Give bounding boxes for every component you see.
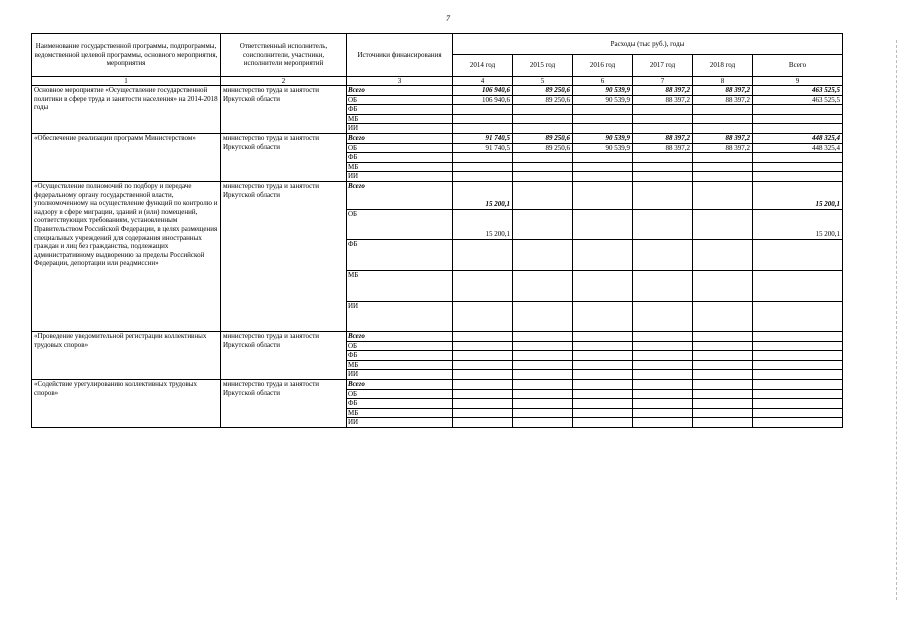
measure-executor: министерство труда и занятости Иркутской области xyxy=(221,86,347,134)
amount-cell xyxy=(633,341,693,351)
funding-source: ОБ xyxy=(347,95,453,105)
amount-cell: 89 250,6 xyxy=(513,95,573,105)
amount-cell: 106 940,6 xyxy=(453,95,513,105)
amount-cell xyxy=(693,379,753,389)
header-year: 2015 год xyxy=(513,55,573,77)
amount-cell: 91 740,5 xyxy=(453,143,513,153)
amount-cell xyxy=(693,389,753,399)
amount-cell xyxy=(633,389,693,399)
header-row-top xyxy=(32,34,843,55)
column-number: 6 xyxy=(573,77,633,86)
amount-cell xyxy=(453,124,513,134)
amount-cell xyxy=(633,181,693,209)
amount-cell xyxy=(513,239,573,270)
amount-cell xyxy=(573,408,633,418)
measure-executor: министерство труда и занятости Иркутской области xyxy=(221,133,347,181)
amount-cell xyxy=(633,351,693,361)
amount-cell xyxy=(573,153,633,163)
amount-cell xyxy=(633,418,693,428)
amount-cell xyxy=(573,379,633,389)
amount-cell xyxy=(753,408,843,418)
funding-source: Всего xyxy=(347,331,453,341)
amount-cell: 89 250,6 xyxy=(513,86,573,96)
funding-source: ФБ xyxy=(347,105,453,115)
amount-cell xyxy=(513,351,573,361)
amount-cell xyxy=(573,172,633,182)
amount-cell: 15 200,1 xyxy=(453,209,513,239)
page-edge xyxy=(895,40,897,600)
amount-cell xyxy=(633,270,693,301)
amount-cell xyxy=(513,270,573,301)
amount-cell xyxy=(573,181,633,209)
column-number: 4 xyxy=(453,77,513,86)
amount-cell xyxy=(513,408,573,418)
amount-cell xyxy=(453,172,513,182)
amount-cell xyxy=(633,360,693,370)
amount-cell xyxy=(513,331,573,341)
measure-name: «Осуществление полномочий по подбору и передаче федеральному органу государственной власти, уполномоченному на осуществление функций по контролю и надзору в сфере миграции, зданий и (или) помещений, соответствующих требованиям, установленным Правительством Российской Федерации, в целях размещения специальных учреждений для содержания иностранных граждан и лиц без гражданства, подлежащих административному выдворению за пределы Российской Федерации, депортации или реадмиссии» xyxy=(32,181,221,331)
amount-cell xyxy=(573,162,633,172)
amount-cell xyxy=(633,124,693,134)
amount-cell: 88 397,2 xyxy=(633,95,693,105)
column-number: 7 xyxy=(633,77,693,86)
amount-cell xyxy=(513,172,573,182)
amount-cell xyxy=(753,172,843,182)
amount-cell xyxy=(693,351,753,361)
amount-cell: 90 539,9 xyxy=(573,133,633,143)
header-executor: Ответственный исполнитель, соисполнители, участники, исполнители мероприятий xyxy=(221,34,347,77)
amount-cell xyxy=(633,162,693,172)
amount-cell xyxy=(513,360,573,370)
column-number: 3 xyxy=(347,77,453,86)
funding-source: ОБ xyxy=(347,341,453,351)
amount-cell xyxy=(693,408,753,418)
amount-cell xyxy=(633,408,693,418)
amount-cell xyxy=(693,331,753,341)
header-year: 2017 год xyxy=(633,55,693,77)
amount-cell xyxy=(453,379,513,389)
amount-cell xyxy=(573,209,633,239)
amount-cell xyxy=(753,270,843,301)
table-row xyxy=(32,86,843,96)
amount-cell xyxy=(573,370,633,380)
amount-cell: 15 200,1 xyxy=(753,181,843,209)
amount-cell: 88 397,2 xyxy=(693,95,753,105)
amount-cell xyxy=(693,153,753,163)
funding-source: ФБ xyxy=(347,239,453,270)
amount-cell: 90 539,9 xyxy=(573,86,633,96)
header-year: 2016 год xyxy=(573,55,633,77)
amount-cell xyxy=(573,351,633,361)
amount-cell xyxy=(513,209,573,239)
amount-cell xyxy=(573,105,633,115)
amount-cell: 88 397,2 xyxy=(633,86,693,96)
amount-cell: 91 740,5 xyxy=(453,133,513,143)
amount-cell xyxy=(453,153,513,163)
amount-cell: 448 325,4 xyxy=(753,143,843,153)
funding-source: Всего xyxy=(347,86,453,96)
amount-cell xyxy=(573,301,633,331)
funding-source: МБ xyxy=(347,360,453,370)
funding-source: МБ xyxy=(347,408,453,418)
amount-cell xyxy=(513,341,573,351)
column-number: 1 xyxy=(32,77,221,86)
page-number: 7 xyxy=(446,14,450,23)
amount-cell xyxy=(693,172,753,182)
funding-source: МБ xyxy=(347,162,453,172)
amount-cell xyxy=(693,209,753,239)
table-row xyxy=(32,181,843,209)
amount-cell xyxy=(753,389,843,399)
amount-cell xyxy=(633,379,693,389)
funding-source: ИИ xyxy=(347,370,453,380)
amount-cell: 106 940,6 xyxy=(453,86,513,96)
amount-cell xyxy=(633,209,693,239)
funding-source: ФБ xyxy=(347,153,453,163)
amount-cell xyxy=(753,114,843,124)
amount-cell xyxy=(453,341,513,351)
amount-cell xyxy=(693,399,753,409)
amount-cell: 88 397,2 xyxy=(693,133,753,143)
amount-cell xyxy=(453,408,513,418)
amount-cell xyxy=(633,301,693,331)
amount-cell: 448 325,4 xyxy=(753,133,843,143)
expenses-table xyxy=(31,33,843,428)
column-number: 9 xyxy=(753,77,843,86)
amount-cell xyxy=(753,418,843,428)
amount-cell xyxy=(453,399,513,409)
amount-cell xyxy=(693,239,753,270)
amount-cell: 90 539,9 xyxy=(573,143,633,153)
amount-cell xyxy=(453,370,513,380)
amount-cell xyxy=(693,114,753,124)
amount-cell xyxy=(573,360,633,370)
amount-cell xyxy=(573,399,633,409)
amount-cell xyxy=(753,124,843,134)
column-number: 2 xyxy=(221,77,347,86)
funding-source: Всего xyxy=(347,181,453,209)
funding-source: ОБ xyxy=(347,209,453,239)
funding-source: ИИ xyxy=(347,301,453,331)
table-row xyxy=(32,379,843,389)
amount-cell: 88 397,2 xyxy=(633,133,693,143)
amount-cell xyxy=(453,114,513,124)
amount-cell xyxy=(513,418,573,428)
amount-cell xyxy=(693,105,753,115)
amount-cell: 15 200,1 xyxy=(753,209,843,239)
amount-cell: 88 397,2 xyxy=(693,86,753,96)
funding-source: Всего xyxy=(347,133,453,143)
amount-cell xyxy=(453,162,513,172)
amount-cell xyxy=(513,114,573,124)
amount-cell: 88 397,2 xyxy=(693,143,753,153)
funding-source: МБ xyxy=(347,114,453,124)
amount-cell xyxy=(753,341,843,351)
funding-source: МБ xyxy=(347,270,453,301)
amount-cell xyxy=(573,418,633,428)
amount-cell xyxy=(633,114,693,124)
amount-cell xyxy=(753,370,843,380)
header-year: 2014 год xyxy=(453,55,513,77)
measure-name: «Проведение уведомительной регистрации коллективных трудовых споров» xyxy=(32,331,221,379)
funding-source: Всего xyxy=(347,379,453,389)
amount-cell xyxy=(753,399,843,409)
amount-cell xyxy=(753,331,843,341)
amount-cell xyxy=(513,301,573,331)
amount-cell: 89 250,6 xyxy=(513,143,573,153)
funding-source: ОБ xyxy=(347,389,453,399)
amount-cell xyxy=(633,399,693,409)
amount-cell xyxy=(693,301,753,331)
amount-cell xyxy=(573,331,633,341)
amount-cell xyxy=(753,105,843,115)
measure-executor: министерство труда и занятости Иркутской области xyxy=(221,181,347,331)
header-name: Наименование государственной программы, подпрограммы, ведомственной целевой программы, основного мероприятия, мероприятия xyxy=(32,34,221,77)
amount-cell xyxy=(453,239,513,270)
funding-source: ИИ xyxy=(347,124,453,134)
amount-cell xyxy=(633,239,693,270)
amount-cell xyxy=(573,239,633,270)
amount-cell xyxy=(573,389,633,399)
amount-cell xyxy=(633,331,693,341)
amount-cell xyxy=(693,270,753,301)
amount-cell xyxy=(573,114,633,124)
amount-cell xyxy=(513,153,573,163)
amount-cell xyxy=(453,301,513,331)
amount-cell xyxy=(633,105,693,115)
amount-cell xyxy=(513,181,573,209)
amount-cell xyxy=(453,360,513,370)
table-row xyxy=(32,331,843,341)
funding-source: ИИ xyxy=(347,418,453,428)
amount-cell xyxy=(453,270,513,301)
amount-cell xyxy=(693,418,753,428)
amount-cell xyxy=(513,124,573,134)
amount-cell: 89 250,6 xyxy=(513,133,573,143)
table-row xyxy=(32,133,843,143)
amount-cell xyxy=(633,153,693,163)
measure-name: Основное мероприятие «Осуществление государственной политики в сфере труда и занятости населения» на 2014-2018 годы xyxy=(32,86,221,134)
amount-cell xyxy=(453,351,513,361)
amount-cell xyxy=(693,341,753,351)
amount-cell xyxy=(453,389,513,399)
amount-cell xyxy=(513,379,573,389)
amount-cell xyxy=(513,162,573,172)
funding-source: ФБ xyxy=(347,351,453,361)
amount-cell xyxy=(693,124,753,134)
amount-cell xyxy=(693,370,753,380)
amount-cell: 15 200,1 xyxy=(453,181,513,209)
amount-cell xyxy=(693,181,753,209)
header-year: 2018 год xyxy=(693,55,753,77)
amount-cell xyxy=(633,172,693,182)
amount-cell xyxy=(753,239,843,270)
amount-cell xyxy=(753,351,843,361)
amount-cell xyxy=(573,124,633,134)
header-year: Всего xyxy=(753,55,843,77)
header-expenses: Расходы (тыс руб.), годы xyxy=(453,34,843,55)
amount-cell xyxy=(693,162,753,172)
column-number: 8 xyxy=(693,77,753,86)
amount-cell xyxy=(513,370,573,380)
measure-name: «Содействие урегулированию коллективных трудовых споров» xyxy=(32,379,221,427)
amount-cell xyxy=(513,389,573,399)
measure-executor: министерство труда и занятости Иркутской области xyxy=(221,331,347,379)
amount-cell: 90 539,9 xyxy=(573,95,633,105)
amount-cell xyxy=(753,153,843,163)
amount-cell: 463 525,5 xyxy=(753,95,843,105)
amount-cell xyxy=(453,418,513,428)
amount-cell xyxy=(753,360,843,370)
header-source: Источники финансирования xyxy=(347,34,453,77)
funding-source: ФБ xyxy=(347,399,453,409)
amount-cell xyxy=(633,370,693,380)
measure-executor: министерство труда и занятости Иркутской области xyxy=(221,379,347,427)
amount-cell xyxy=(513,399,573,409)
column-number: 5 xyxy=(513,77,573,86)
amount-cell xyxy=(753,162,843,172)
amount-cell xyxy=(573,341,633,351)
measure-name: «Обеспечение реализации программ Министерством» xyxy=(32,133,221,181)
amount-cell xyxy=(453,105,513,115)
funding-source: ОБ xyxy=(347,143,453,153)
amount-cell xyxy=(693,360,753,370)
amount-cell xyxy=(453,331,513,341)
amount-cell: 88 397,2 xyxy=(633,143,693,153)
column-numbers-row xyxy=(32,77,843,86)
amount-cell xyxy=(573,270,633,301)
amount-cell xyxy=(753,379,843,389)
table-body xyxy=(32,86,843,428)
funding-source: ИИ xyxy=(347,172,453,182)
amount-cell xyxy=(513,105,573,115)
amount-cell: 463 525,5 xyxy=(753,86,843,96)
amount-cell xyxy=(753,301,843,331)
